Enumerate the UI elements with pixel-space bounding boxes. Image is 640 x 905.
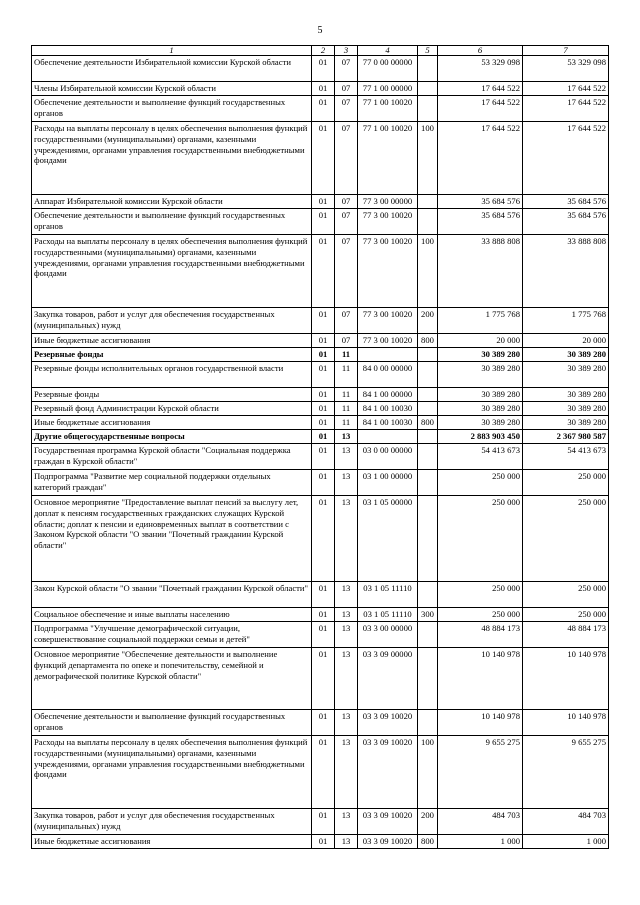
row-section-code: 01 — [312, 235, 335, 308]
row-expense-type — [418, 444, 438, 470]
row-expense-type: 300 — [418, 608, 438, 622]
row-name: Резервный фонд Администрации Курской области — [32, 402, 312, 416]
table-row — [32, 608, 609, 622]
header-cell: 3 — [335, 46, 358, 56]
table-row — [32, 56, 609, 82]
row-amount-2: 10 140 978 — [523, 648, 609, 710]
row-section-code: 01 — [312, 736, 335, 809]
row-name: Основное мероприятие "Предоставление выплат пенсий за выслугу лет, доплат к пенсиям государственных гражданских служащих Курской области; доплат к пенсии и единовременных выплат в соответствии с Законом Курской области "О звании "Почетный гражданин Курской области" — [32, 496, 312, 582]
row-name: Обеспечение деятельности и выполнение функций государственных органов — [32, 209, 312, 235]
row-expense-type — [418, 648, 438, 710]
row-name: Иные бюджетные ассигнования — [32, 835, 312, 849]
row-section-code: 01 — [312, 122, 335, 195]
row-section-code: 01 — [312, 209, 335, 235]
row-target-article: 77 0 00 00000 — [358, 56, 418, 82]
row-section-code: 01 — [312, 622, 335, 648]
row-name: Члены Избирательной комиссии Курской области — [32, 82, 312, 96]
row-target-article: 84 1 00 10030 — [358, 402, 418, 416]
row-target-article — [358, 348, 418, 362]
row-name: Обеспечение деятельности и выполнение функций государственных органов — [32, 96, 312, 122]
table-row — [32, 710, 609, 736]
row-section-code: 01 — [312, 388, 335, 402]
row-target-article: 77 3 00 10020 — [358, 209, 418, 235]
header-cell: 1 — [32, 46, 312, 56]
row-amount-1: 9 655 275 — [438, 736, 523, 809]
row-name: Подпрограмма "Развитие мер социальной поддержки отдельных категорий граждан" — [32, 470, 312, 496]
row-target-article: 03 3 09 10020 — [358, 809, 418, 835]
row-amount-2: 1 000 — [523, 835, 609, 849]
row-amount-1: 30 389 280 — [438, 416, 523, 430]
row-amount-2: 17 644 522 — [523, 96, 609, 122]
row-section-code: 01 — [312, 348, 335, 362]
row-expense-type — [418, 209, 438, 235]
row-amount-2: 1 775 768 — [523, 308, 609, 334]
row-target-article: 03 3 09 10020 — [358, 736, 418, 809]
row-subsection-code: 11 — [335, 416, 358, 430]
table-row — [32, 122, 609, 195]
row-subsection-code: 11 — [335, 362, 358, 388]
row-amount-1: 250 000 — [438, 582, 523, 608]
header-cell: 2 — [312, 46, 335, 56]
row-name: Закон Курской области "О звании "Почетный гражданин Курской области" — [32, 582, 312, 608]
row-name: Расходы на выплаты персоналу в целях обеспечения выполнения функций государственными (муниципальными) органами, казенными учреждениями, органами управления государственными внебюджетными фондами — [32, 235, 312, 308]
row-expense-type — [418, 388, 438, 402]
row-amount-2: 35 684 576 — [523, 209, 609, 235]
row-name: Расходы на выплаты персоналу в целях обеспечения выполнения функций государственными (муниципальными) органами, казенными учреждениями, органами управления государственными внебюджетными фондами — [32, 122, 312, 195]
row-expense-type: 100 — [418, 235, 438, 308]
row-expense-type — [418, 56, 438, 82]
row-name: Резервные фонды — [32, 388, 312, 402]
table-row — [32, 348, 609, 362]
row-amount-2: 9 655 275 — [523, 736, 609, 809]
row-subsection-code: 07 — [335, 235, 358, 308]
row-name: Государственная программа Курской области "Социальная поддержка граждан в Курской области" — [32, 444, 312, 470]
table-row — [32, 195, 609, 209]
table-row — [32, 444, 609, 470]
row-subsection-code: 13 — [335, 622, 358, 648]
row-amount-1: 33 888 808 — [438, 235, 523, 308]
table-row — [32, 736, 609, 809]
row-amount-2: 30 389 280 — [523, 416, 609, 430]
row-expense-type — [418, 622, 438, 648]
row-target-article: 03 3 09 10020 — [358, 835, 418, 849]
row-name: Обеспечение деятельности Избирательной комиссии Курской области — [32, 56, 312, 82]
row-section-code: 01 — [312, 470, 335, 496]
row-target-article: 77 3 00 10020 — [358, 334, 418, 348]
table-row — [32, 648, 609, 710]
budget-table — [31, 45, 609, 849]
row-subsection-code: 13 — [335, 582, 358, 608]
row-amount-1: 1 775 768 — [438, 308, 523, 334]
row-expense-type — [418, 710, 438, 736]
row-name: Резервные фонды исполнительных органов государственной власти — [32, 362, 312, 388]
row-expense-type: 100 — [418, 736, 438, 809]
row-amount-1: 35 684 576 — [438, 209, 523, 235]
row-section-code: 01 — [312, 195, 335, 209]
row-target-article — [358, 430, 418, 444]
row-section-code: 01 — [312, 362, 335, 388]
row-section-code: 01 — [312, 56, 335, 82]
row-amount-2: 30 389 280 — [523, 402, 609, 416]
row-subsection-code: 11 — [335, 402, 358, 416]
table-row — [32, 470, 609, 496]
row-section-code: 01 — [312, 809, 335, 835]
row-subsection-code: 13 — [335, 430, 358, 444]
row-target-article: 03 1 00 00000 — [358, 470, 418, 496]
row-amount-1: 54 413 673 — [438, 444, 523, 470]
row-name: Закупка товаров, работ и услуг для обеспечения государственных (муниципальных) нужд — [32, 809, 312, 835]
row-amount-1: 30 389 280 — [438, 348, 523, 362]
row-amount-2: 17 644 522 — [523, 122, 609, 195]
page-number: 5 — [317, 25, 323, 36]
row-target-article: 03 1 05 11110 — [358, 608, 418, 622]
row-section-code: 01 — [312, 710, 335, 736]
row-name: Иные бюджетные ассигнования — [32, 334, 312, 348]
row-expense-type: 800 — [418, 416, 438, 430]
row-section-code: 01 — [312, 430, 335, 444]
row-name: Аппарат Избирательной комиссии Курской области — [32, 195, 312, 209]
table-row — [32, 402, 609, 416]
row-subsection-code: 13 — [335, 444, 358, 470]
row-amount-2: 250 000 — [523, 582, 609, 608]
header-row — [32, 46, 609, 56]
row-expense-type — [418, 582, 438, 608]
row-target-article: 84 1 00 10030 — [358, 416, 418, 430]
row-amount-2: 20 000 — [523, 334, 609, 348]
row-expense-type — [418, 348, 438, 362]
row-amount-1: 1 000 — [438, 835, 523, 849]
row-section-code: 01 — [312, 308, 335, 334]
row-subsection-code: 07 — [335, 195, 358, 209]
row-amount-2: 54 413 673 — [523, 444, 609, 470]
row-target-article: 03 0 00 00000 — [358, 444, 418, 470]
row-amount-1: 484 703 — [438, 809, 523, 835]
row-subsection-code: 13 — [335, 736, 358, 809]
row-amount-2: 33 888 808 — [523, 235, 609, 308]
row-amount-1: 17 644 522 — [438, 96, 523, 122]
table-row — [32, 835, 609, 849]
row-subsection-code: 07 — [335, 122, 358, 195]
row-expense-type — [418, 430, 438, 444]
row-amount-1: 35 684 576 — [438, 195, 523, 209]
row-amount-1: 30 389 280 — [438, 362, 523, 388]
table-row — [32, 82, 609, 96]
row-target-article: 84 1 00 00000 — [358, 388, 418, 402]
table-row — [32, 235, 609, 308]
row-amount-1: 10 140 978 — [438, 710, 523, 736]
row-subsection-code: 13 — [335, 470, 358, 496]
row-expense-type — [418, 82, 438, 96]
row-amount-2: 484 703 — [523, 809, 609, 835]
row-subsection-code: 11 — [335, 348, 358, 362]
row-amount-1: 48 884 173 — [438, 622, 523, 648]
table-row — [32, 496, 609, 582]
row-expense-type: 800 — [418, 334, 438, 348]
row-expense-type: 800 — [418, 835, 438, 849]
row-amount-1: 30 389 280 — [438, 402, 523, 416]
row-amount-2: 17 644 522 — [523, 82, 609, 96]
row-section-code: 01 — [312, 82, 335, 96]
row-target-article: 03 3 09 10020 — [358, 710, 418, 736]
table-row — [32, 416, 609, 430]
table-row — [32, 622, 609, 648]
row-amount-1: 10 140 978 — [438, 648, 523, 710]
row-name: Подпрограмма "Улучшение демографической ситуации, совершенствование социальной поддержки семьи и детей" — [32, 622, 312, 648]
row-target-article: 77 1 00 10020 — [358, 122, 418, 195]
row-subsection-code: 11 — [335, 388, 358, 402]
row-subsection-code: 07 — [335, 308, 358, 334]
row-target-article: 84 0 00 00000 — [358, 362, 418, 388]
table-row — [32, 582, 609, 608]
row-expense-type — [418, 402, 438, 416]
row-amount-1: 250 000 — [438, 496, 523, 582]
row-expense-type — [418, 195, 438, 209]
row-amount-2: 250 000 — [523, 608, 609, 622]
row-amount-1: 250 000 — [438, 470, 523, 496]
row-section-code: 01 — [312, 416, 335, 430]
row-section-code: 01 — [312, 648, 335, 710]
row-target-article: 77 3 00 10020 — [358, 308, 418, 334]
row-amount-1: 2 883 903 450 — [438, 430, 523, 444]
row-amount-2: 30 389 280 — [523, 348, 609, 362]
table-row — [32, 388, 609, 402]
table-row — [32, 809, 609, 835]
row-amount-2: 30 389 280 — [523, 388, 609, 402]
row-expense-type — [418, 496, 438, 582]
row-subsection-code: 13 — [335, 496, 358, 582]
header-cell: 6 — [438, 46, 523, 56]
row-subsection-code: 13 — [335, 648, 358, 710]
row-amount-2: 53 329 098 — [523, 56, 609, 82]
row-subsection-code: 13 — [335, 809, 358, 835]
row-expense-type: 200 — [418, 809, 438, 835]
row-section-code: 01 — [312, 402, 335, 416]
row-section-code: 01 — [312, 96, 335, 122]
row-name: Иные бюджетные ассигнования — [32, 416, 312, 430]
table-row — [32, 308, 609, 334]
row-target-article: 77 1 00 10020 — [358, 96, 418, 122]
row-section-code: 01 — [312, 444, 335, 470]
table-row — [32, 96, 609, 122]
row-name: Основное мероприятие "Обеспечение деятельности и выполнение функций департамента по опеке и попечительству, семейной и демографической политике Курской области" — [32, 648, 312, 710]
row-expense-type — [418, 470, 438, 496]
row-name: Резервные фонды — [32, 348, 312, 362]
table-row — [32, 362, 609, 388]
row-amount-1: 17 644 522 — [438, 82, 523, 96]
row-amount-2: 250 000 — [523, 496, 609, 582]
row-amount-1: 30 389 280 — [438, 388, 523, 402]
row-target-article: 77 3 00 00000 — [358, 195, 418, 209]
row-target-article: 03 3 00 00000 — [358, 622, 418, 648]
row-expense-type — [418, 96, 438, 122]
row-section-code: 01 — [312, 334, 335, 348]
row-name: Расходы на выплаты персоналу в целях обеспечения выполнения функций государственными (муниципальными) органами, казенными учреждениями, органами управления государственными внебюджетными фондами — [32, 736, 312, 809]
row-section-code: 01 — [312, 835, 335, 849]
header-cell: 5 — [418, 46, 438, 56]
table-row — [32, 430, 609, 444]
header-cell: 7 — [523, 46, 609, 56]
row-target-article: 77 1 00 00000 — [358, 82, 418, 96]
row-subsection-code: 07 — [335, 56, 358, 82]
row-amount-1: 53 329 098 — [438, 56, 523, 82]
row-amount-2: 2 367 980 587 — [523, 430, 609, 444]
row-amount-1: 17 644 522 — [438, 122, 523, 195]
row-amount-2: 48 884 173 — [523, 622, 609, 648]
table-row — [32, 334, 609, 348]
row-amount-2: 30 389 280 — [523, 362, 609, 388]
row-amount-1: 20 000 — [438, 334, 523, 348]
row-target-article: 03 1 05 00000 — [358, 496, 418, 582]
row-subsection-code: 07 — [335, 334, 358, 348]
row-amount-2: 250 000 — [523, 470, 609, 496]
row-subsection-code: 07 — [335, 209, 358, 235]
row-expense-type: 200 — [418, 308, 438, 334]
row-name: Закупка товаров, работ и услуг для обеспечения государственных (муниципальных) нужд — [32, 308, 312, 334]
row-name: Социальное обеспечение и иные выплаты населению — [32, 608, 312, 622]
row-target-article: 77 3 00 10020 — [358, 235, 418, 308]
row-name: Другие общегосударственные вопросы — [32, 430, 312, 444]
row-section-code: 01 — [312, 582, 335, 608]
row-expense-type: 100 — [418, 122, 438, 195]
row-subsection-code: 07 — [335, 96, 358, 122]
row-section-code: 01 — [312, 496, 335, 582]
row-expense-type — [418, 362, 438, 388]
row-subsection-code: 13 — [335, 608, 358, 622]
row-target-article: 03 1 05 11110 — [358, 582, 418, 608]
row-amount-2: 35 684 576 — [523, 195, 609, 209]
row-amount-1: 250 000 — [438, 608, 523, 622]
row-subsection-code: 13 — [335, 835, 358, 849]
row-amount-2: 10 140 978 — [523, 710, 609, 736]
row-section-code: 01 — [312, 608, 335, 622]
header-cell: 4 — [358, 46, 418, 56]
row-name: Обеспечение деятельности и выполнение функций государственных органов — [32, 710, 312, 736]
table-row — [32, 209, 609, 235]
row-subsection-code: 07 — [335, 82, 358, 96]
row-target-article: 03 3 09 00000 — [358, 648, 418, 710]
row-subsection-code: 13 — [335, 710, 358, 736]
